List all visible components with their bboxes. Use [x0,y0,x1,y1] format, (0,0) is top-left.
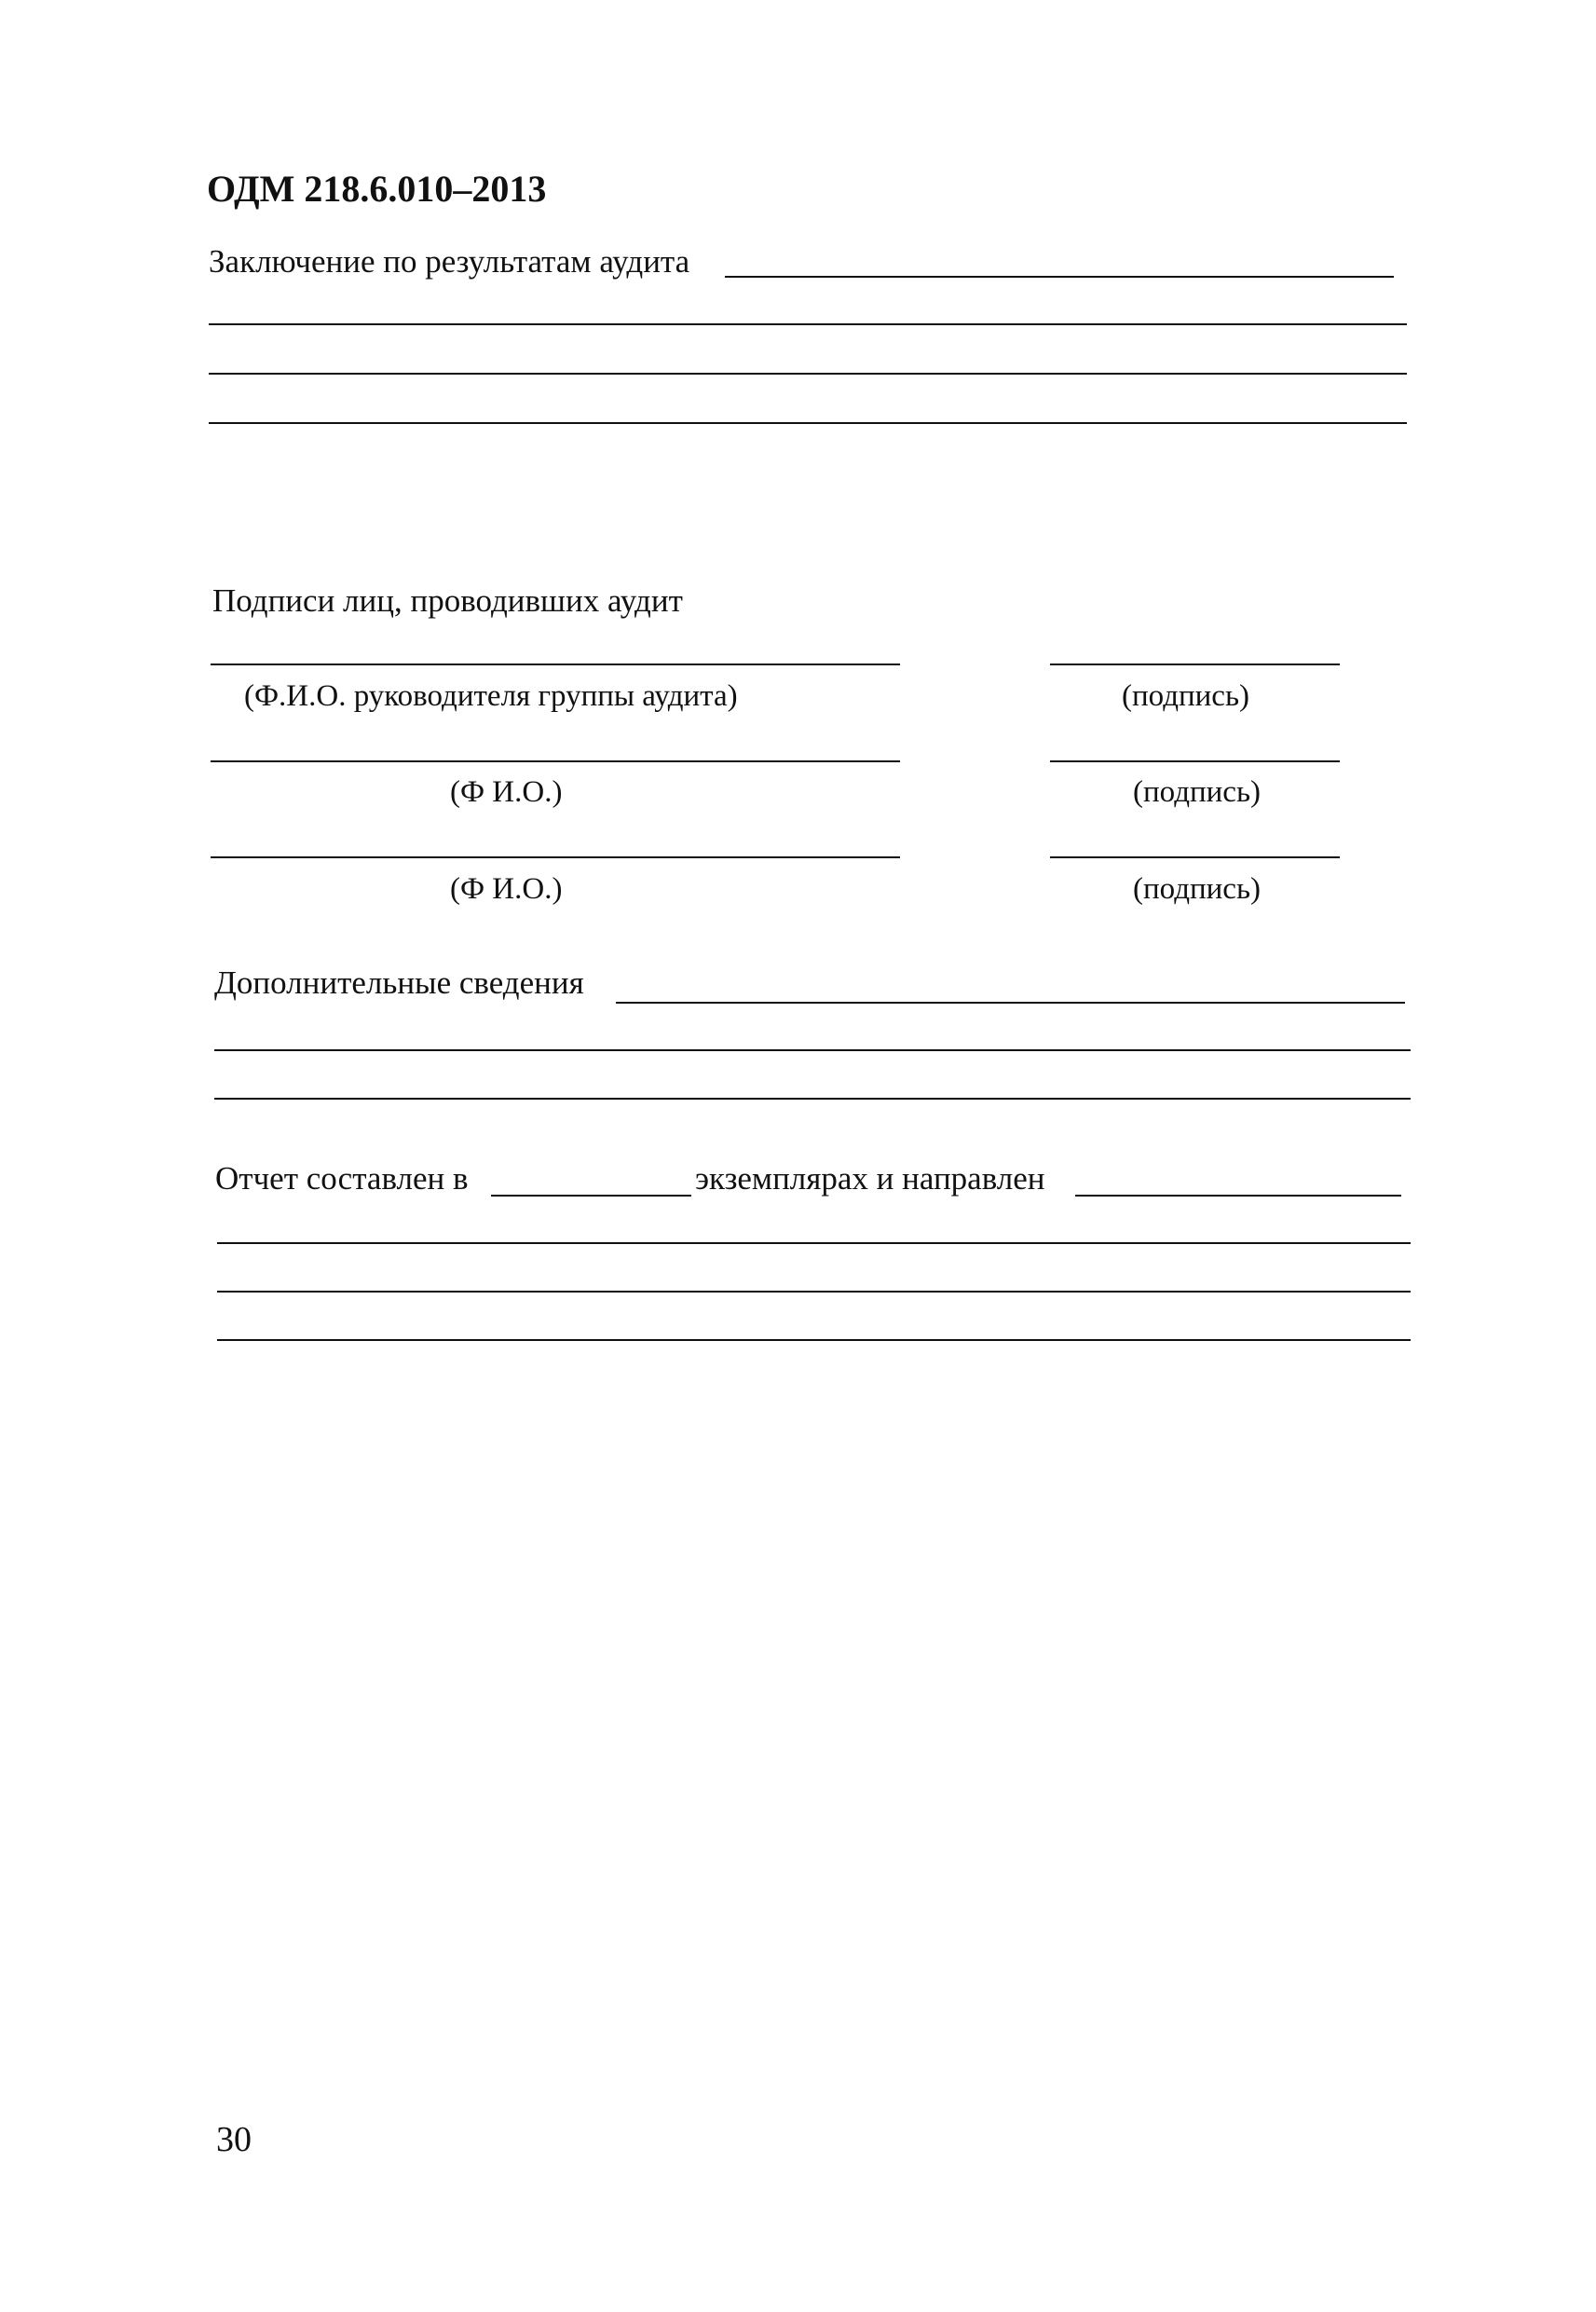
additional-info-input-line[interactable] [616,1002,1405,1004]
signature-sign-line-1[interactable] [1050,664,1340,665]
additional-info-line-3[interactable] [214,1098,1411,1100]
copies-count-line[interactable] [491,1195,691,1197]
report-recipient-line[interactable] [1075,1195,1401,1197]
conclusion-input-line[interactable] [725,276,1394,278]
conclusion-label: Заключение по результатам аудита [209,243,690,280]
signature-name-line-2[interactable] [211,760,900,762]
additional-info-label: Дополнительные сведения [214,964,584,1001]
report-prefix: Отчет составлен в [215,1160,469,1197]
signatures-heading: Подписи лиц, проводивших аудит [212,582,683,619]
conclusion-line-3[interactable] [209,373,1407,375]
additional-info-line-2[interactable] [214,1049,1411,1051]
conclusion-line-2[interactable] [209,323,1407,325]
signature-sign-caption-3: (подпись) [1133,872,1261,906]
signature-name-caption-2: (Ф И.О.) [450,775,563,809]
signature-sign-line-2[interactable] [1050,760,1340,762]
report-recipient-line-4[interactable] [217,1339,1411,1341]
report-recipient-line-3[interactable] [217,1291,1411,1293]
report-middle: экземплярах и направлен [695,1160,1045,1197]
signature-name-caption-3: (Ф И.О.) [450,872,563,906]
report-recipient-line-2[interactable] [217,1242,1411,1244]
signature-sign-caption-2: (подпись) [1133,775,1261,809]
signature-sign-caption-1: (подпись) [1122,679,1249,713]
signature-name-caption-1: (Ф.И.О. руководителя группы аудита) [244,679,738,713]
page-number: 30 [216,2120,252,2159]
conclusion-line-4[interactable] [209,422,1407,424]
signature-name-line-3[interactable] [211,856,900,858]
signature-sign-line-3[interactable] [1050,856,1340,858]
signature-name-line-1[interactable] [211,664,900,665]
document-id: ОДМ 218.6.010–2013 [207,168,547,210]
